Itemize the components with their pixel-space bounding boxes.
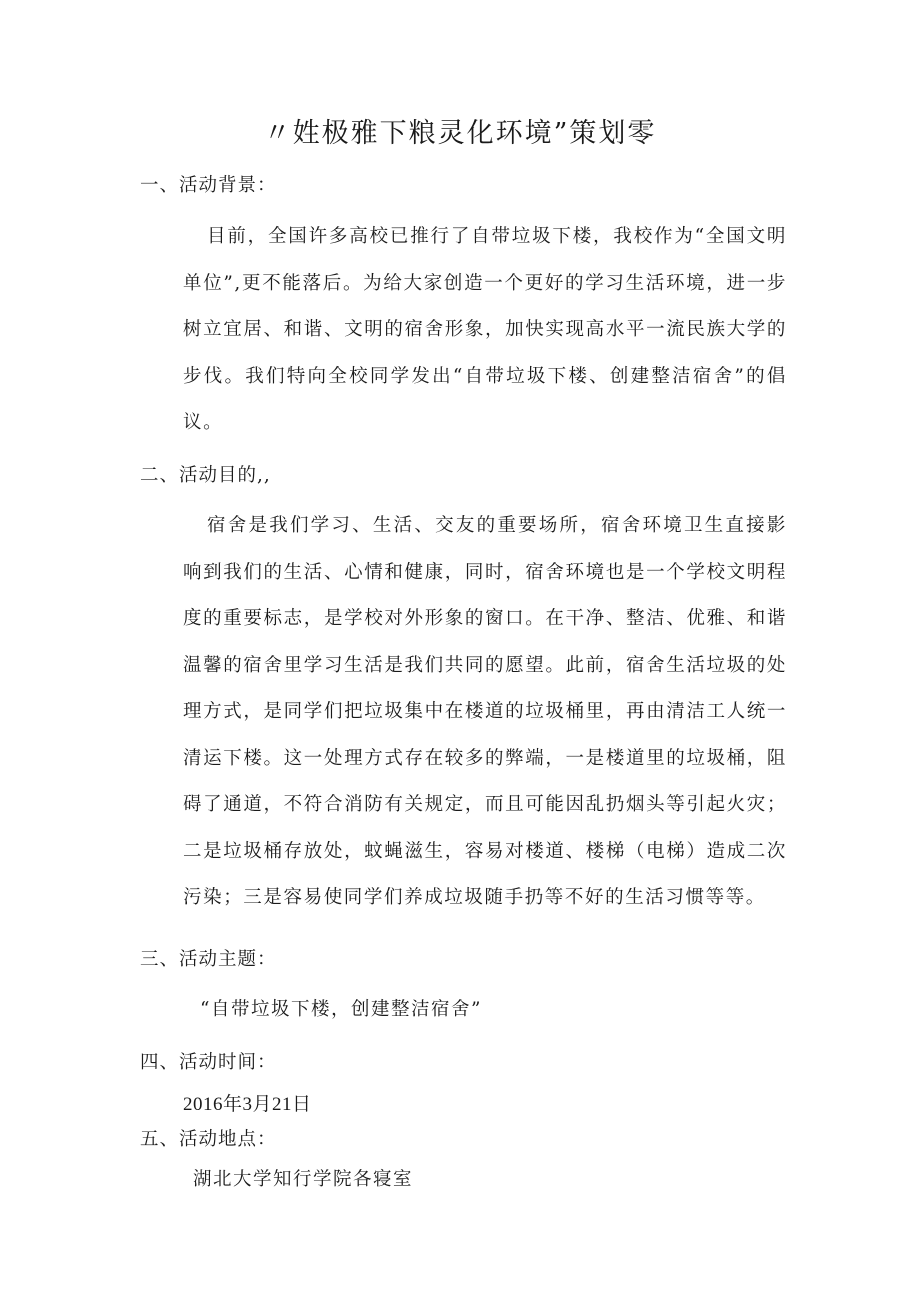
section-heading-background: 一、活动背景：	[140, 175, 277, 196]
section-body-time: 2016年3月21日	[183, 1094, 312, 1115]
section-body-location: 湖北大学知行学院各寝室	[193, 1169, 414, 1190]
section-heading-theme: 三、活动主题：	[140, 949, 277, 970]
section-body-background: 目前，全国许多高校已推行了自带垃圾下楼，我校作为“全国文明单位”,更不能落后。为给大家创造一个更好的学习生活环境，进一步树立宜居、和谐、文明的宿舍形象，加快实现高水平一流民族大学的步伐。我们特向全校同学发出“自带垃圾下楼、创建整洁宿舍”的倡议。	[183, 226, 787, 433]
section-heading-location: 五、活动地点：	[140, 1129, 277, 1150]
section-body-purpose: 宿舍是我们学习、生活、交友的重要场所，宿舍环境卫生直接影响到我们的生活、心情和健康，同时，宿舍环境也是一个学校文明程度的重要标志，是学校对外形象的窗口。在干净、整洁、优雅、和谐温馨的宿舍里学习生活是我们共同的愿望。此前，宿舍生活垃圾的处理方式，是同学们把垃圾集中在楼道的垃圾桶里，再由清洁工人统一清运下楼。这一处理方式存在较多的弊端，一是楼道里的垃圾桶，阻碍了通道，不符合消防有关规定，而且可能因乱扔烟头等引起火灾；二是垃圾桶存放处，蚊蝇滋生，容易对楼道、楼梯（电梯）造成二次污染；三是容易使同学们养成垃圾随手扔等不好的生活习惯等等。	[183, 515, 787, 908]
section-heading-purpose: 二、活动目的,,	[140, 465, 271, 486]
document-title: 〃姓极雅下粮灵化环境”策划零	[263, 118, 657, 149]
section-body-theme: “自带垃圾下楼，创建整洁宿舍”	[200, 999, 482, 1020]
section-heading-time: 四、活动时间：	[140, 1052, 277, 1073]
